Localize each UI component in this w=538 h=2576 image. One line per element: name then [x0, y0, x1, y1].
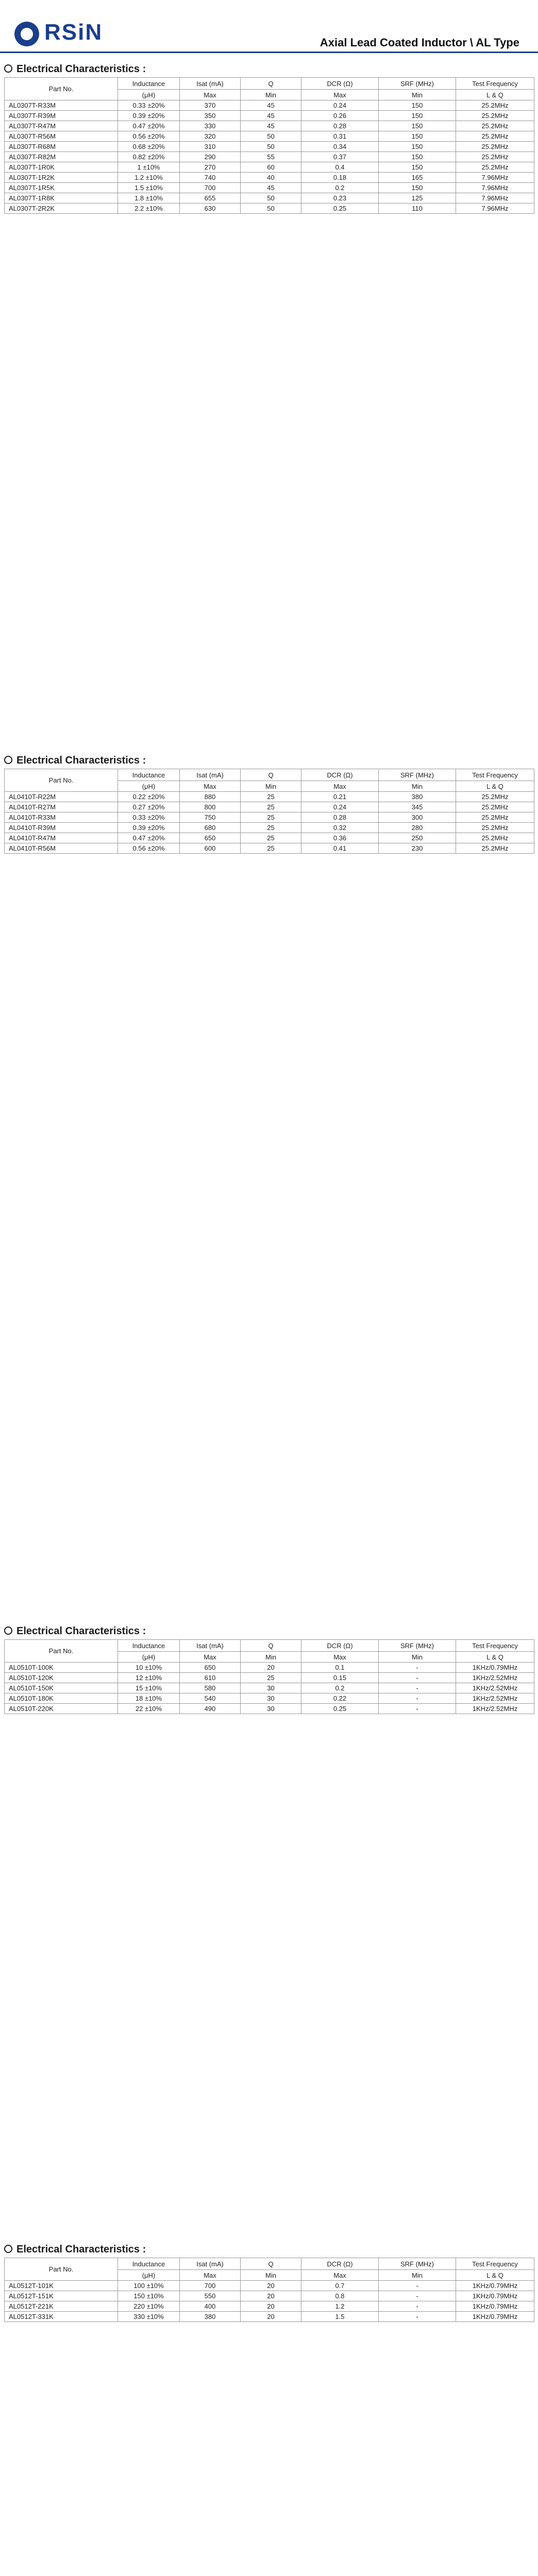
table-cell: - [379, 1663, 456, 1673]
table-cell: 15 ±10% [118, 1683, 180, 1693]
column-header: DCR (Ω) [301, 2258, 379, 2270]
section-marker-icon [4, 2245, 12, 2253]
table-cell: - [379, 1673, 456, 1683]
table-cell: 25.2MHz [456, 802, 534, 812]
table-cell: 7.96MHz [456, 173, 534, 183]
column-header: Part No. [5, 1640, 118, 1663]
part-number-cell: AL0410T-R22M [5, 792, 118, 802]
table-cell: 150 [379, 183, 456, 193]
table-cell: 50 [241, 131, 301, 142]
column-header: Q [241, 2258, 301, 2270]
table-cell: 45 [241, 183, 301, 193]
table-row [5, 121, 534, 131]
column-header: Test Frequency [456, 78, 534, 90]
table-row [5, 2291, 534, 2301]
part-number-cell: AL0510T-180K [5, 1693, 118, 1704]
table-row [5, 1683, 534, 1693]
spec-table [4, 1639, 534, 1714]
table-cell: 20 [241, 2291, 301, 2301]
table-cell: 1KHz/2.52MHz [456, 1693, 534, 1704]
table-cell: 0.25 [301, 1704, 379, 1714]
table-cell: - [379, 1683, 456, 1693]
column-header: Isat (mA) [180, 1640, 241, 1652]
column-subheader: Min [379, 1652, 456, 1663]
column-subheader: Max [301, 1652, 379, 1663]
table-cell: 18 ±10% [118, 1693, 180, 1704]
column-header: Q [241, 769, 301, 781]
table-cell: - [379, 2281, 456, 2291]
part-number-cell: AL0307T-R33M [5, 100, 118, 111]
table-cell: 25 [241, 1673, 301, 1683]
table-cell: 0.47 ±20% [118, 833, 180, 843]
column-subheader: Min [241, 1652, 301, 1663]
part-number-cell: AL0307T-1R2K [5, 173, 118, 183]
table-cell: 150 ±10% [118, 2291, 180, 2301]
column-header: Inductance [118, 78, 180, 90]
section-title [4, 752, 534, 769]
table-cell: 330 [180, 121, 241, 131]
column-subheader: Max [301, 90, 379, 100]
table-cell: 1KHz/0.79MHz [456, 2291, 534, 2301]
table-row [5, 1673, 534, 1683]
table-row [5, 823, 534, 833]
table-cell: 370 [180, 100, 241, 111]
part-number-cell: AL0307T-R68M [5, 142, 118, 152]
table-cell: 0.28 [301, 812, 379, 823]
spec-section [4, 1623, 534, 1714]
table-cell: 320 [180, 131, 241, 142]
column-subheader: (μH) [118, 90, 180, 100]
part-number-cell: AL0512T-331K [5, 2312, 118, 2322]
table-row [5, 2312, 534, 2322]
table-cell: 550 [180, 2291, 241, 2301]
column-header: Test Frequency [456, 769, 534, 781]
part-number-cell: AL0307T-R39M [5, 111, 118, 121]
table-cell: 0.27 ±20% [118, 802, 180, 812]
table-cell: 0.33 ±20% [118, 812, 180, 823]
table-row [5, 2281, 534, 2291]
table-cell: 750 [180, 812, 241, 823]
column-header: Isat (mA) [180, 78, 241, 90]
section-title-text: Electrical Characteristics : [16, 2244, 146, 2255]
table-cell: 1.5 [301, 2312, 379, 2322]
part-number-cell: AL0307T-R47M [5, 121, 118, 131]
column-header: Inductance [118, 769, 180, 781]
part-number-cell: AL0510T-150K [5, 1683, 118, 1693]
column-header: SRF (MHz) [379, 769, 456, 781]
section-title-text: Electrical Characteristics : [16, 755, 146, 766]
spec-table [4, 2258, 534, 2322]
table-cell: 110 [379, 204, 456, 214]
table-cell: 0.31 [301, 131, 379, 142]
table-cell: 0.4 [301, 162, 379, 173]
page-header [0, 0, 538, 57]
part-number-cell: AL0307T-2R2K [5, 204, 118, 214]
table-cell: 60 [241, 162, 301, 173]
table-cell: 0.37 [301, 152, 379, 162]
spec-table [4, 77, 534, 214]
table-cell: 7.96MHz [456, 183, 534, 193]
table-cell: 0.22 [301, 1693, 379, 1704]
brand-logo-icon [14, 22, 39, 46]
table-cell: 0.26 [301, 111, 379, 121]
table-cell: 45 [241, 100, 301, 111]
part-number-cell: AL0512T-101K [5, 2281, 118, 2291]
spec-table [4, 769, 534, 854]
table-cell: 345 [379, 802, 456, 812]
table-cell: 1 ±10% [118, 162, 180, 173]
column-subheader: (μH) [118, 2270, 180, 2281]
table-cell: 0.24 [301, 802, 379, 812]
table-cell: 0.56 ±20% [118, 843, 180, 854]
table-cell: 7.96MHz [456, 204, 534, 214]
column-subheader: L & Q [456, 90, 534, 100]
table-cell: 490 [180, 1704, 241, 1714]
table-cell: 0.2 [301, 1683, 379, 1693]
table-cell: 700 [180, 183, 241, 193]
document-title: Axial Lead Coated Inductor \ AL Type [320, 36, 519, 49]
table-cell: 7.96MHz [456, 193, 534, 204]
table-cell: 250 [379, 833, 456, 843]
table-cell: 30 [241, 1693, 301, 1704]
part-number-cell: AL0307T-1R8K [5, 193, 118, 204]
column-header: Part No. [5, 769, 118, 792]
table-cell: 540 [180, 1693, 241, 1704]
table-cell: 20 [241, 2281, 301, 2291]
table-cell: 45 [241, 111, 301, 121]
column-subheader: L & Q [456, 2270, 534, 2281]
column-header: Isat (mA) [180, 2258, 241, 2270]
spec-section [4, 2241, 534, 2322]
part-number-cell: AL0410T-R33M [5, 812, 118, 823]
table-cell: 30 [241, 1704, 301, 1714]
table-cell: 50 [241, 204, 301, 214]
table-cell: 10 ±10% [118, 1663, 180, 1673]
header-divider [0, 52, 538, 53]
table-cell: 290 [180, 152, 241, 162]
header-row [5, 1640, 534, 1652]
column-subheader: Max [180, 1652, 241, 1663]
table-cell: 45 [241, 121, 301, 131]
table-cell: - [379, 2301, 456, 2312]
column-header: Q [241, 78, 301, 90]
part-number-cell: AL0510T-120K [5, 1673, 118, 1683]
part-number-cell: AL0307T-R56M [5, 131, 118, 142]
header-row [5, 769, 534, 781]
table-cell: 25.2MHz [456, 100, 534, 111]
table-cell: 380 [379, 792, 456, 802]
part-number-cell: AL0410T-R47M [5, 833, 118, 843]
column-header: Part No. [5, 2258, 118, 2281]
table-cell: 1KHz/2.52MHz [456, 1683, 534, 1693]
section-marker-icon [4, 756, 12, 764]
table-cell: - [379, 1704, 456, 1714]
table-cell: 700 [180, 2281, 241, 2291]
table-cell: 30 [241, 1683, 301, 1693]
table-row [5, 843, 534, 854]
table-cell: 0.32 [301, 823, 379, 833]
part-number-cell: AL0307T-1R5K [5, 183, 118, 193]
table-row [5, 1704, 534, 1714]
table-cell: 40 [241, 173, 301, 183]
column-header: SRF (MHz) [379, 78, 456, 90]
table-cell: 20 [241, 1663, 301, 1673]
table-cell: 0.25 [301, 204, 379, 214]
table-cell: 150 [379, 111, 456, 121]
table-row [5, 2301, 534, 2312]
table-cell: 0.56 ±20% [118, 131, 180, 142]
header-row [5, 78, 534, 90]
table-cell: 0.34 [301, 142, 379, 152]
column-subheader: L & Q [456, 781, 534, 792]
part-number-cell: AL0410T-R39M [5, 823, 118, 833]
column-subheader: Min [241, 90, 301, 100]
column-header: Q [241, 1640, 301, 1652]
table-cell: 25.2MHz [456, 792, 534, 802]
column-subheader: (μH) [118, 1652, 180, 1663]
table-cell: 1KHz/2.52MHz [456, 1673, 534, 1683]
table-cell: 0.28 [301, 121, 379, 131]
table-cell: - [379, 2291, 456, 2301]
table-cell: 1KHz/0.79MHz [456, 1663, 534, 1673]
table-cell: 125 [379, 193, 456, 204]
table-cell: 25 [241, 843, 301, 854]
table-cell: 610 [180, 1673, 241, 1683]
table-cell: 0.36 [301, 833, 379, 843]
table-cell: 0.23 [301, 193, 379, 204]
table-cell: 25 [241, 802, 301, 812]
column-header: Inductance [118, 1640, 180, 1652]
table-cell: 300 [379, 812, 456, 823]
part-number-cell: AL0510T-220K [5, 1704, 118, 1714]
column-subheader: Min [379, 2270, 456, 2281]
table-cell: 655 [180, 193, 241, 204]
table-cell: 740 [180, 173, 241, 183]
column-header: DCR (Ω) [301, 1640, 379, 1652]
table-cell: 0.18 [301, 173, 379, 183]
table-cell: 20 [241, 2312, 301, 2322]
column-header: SRF (MHz) [379, 1640, 456, 1652]
column-header: SRF (MHz) [379, 2258, 456, 2270]
column-subheader: L & Q [456, 1652, 534, 1663]
table-cell: 1KHz/0.79MHz [456, 2312, 534, 2322]
table-cell: 12 ±10% [118, 1673, 180, 1683]
table-cell: 1.8 ±10% [118, 193, 180, 204]
table-cell: 0.21 [301, 792, 379, 802]
table-cell: 25.2MHz [456, 833, 534, 843]
part-number-cell: AL0512T-221K [5, 2301, 118, 2312]
table-cell: 230 [379, 843, 456, 854]
part-number-cell: AL0307T-R82M [5, 152, 118, 162]
table-cell: 1.2 ±10% [118, 173, 180, 183]
table-cell: 55 [241, 152, 301, 162]
table-cell: 25.2MHz [456, 843, 534, 854]
table-row [5, 802, 534, 812]
column-subheader: (μH) [118, 781, 180, 792]
table-cell: - [379, 2312, 456, 2322]
table-cell: 0.39 ±20% [118, 823, 180, 833]
section-title-text: Electrical Characteristics : [16, 1625, 146, 1637]
section-marker-icon [4, 64, 12, 73]
header-row [5, 2258, 534, 2270]
table-cell: 0.24 [301, 100, 379, 111]
table-row [5, 111, 534, 121]
table-cell: 1.5 ±10% [118, 183, 180, 193]
table-row [5, 100, 534, 111]
table-row [5, 792, 534, 802]
table-cell: 270 [180, 162, 241, 173]
table-cell: 0.7 [301, 2281, 379, 2291]
spec-section [4, 61, 534, 214]
table-cell: 800 [180, 802, 241, 812]
column-subheader: Max [180, 781, 241, 792]
table-row [5, 183, 534, 193]
table-cell: 25.2MHz [456, 121, 534, 131]
table-cell: 25.2MHz [456, 111, 534, 121]
table-row [5, 812, 534, 823]
table-cell: 165 [379, 173, 456, 183]
table-cell: 50 [241, 142, 301, 152]
table-cell: 880 [180, 792, 241, 802]
table-cell: 400 [180, 2301, 241, 2312]
table-cell: 0.82 ±20% [118, 152, 180, 162]
column-subheader: Max [301, 2270, 379, 2281]
table-cell: 25.2MHz [456, 142, 534, 152]
table-cell: 25 [241, 812, 301, 823]
table-cell: 150 [379, 152, 456, 162]
brand-name: RSiN [44, 20, 103, 45]
spec-section [4, 752, 534, 854]
column-header: DCR (Ω) [301, 78, 379, 90]
column-header: DCR (Ω) [301, 769, 379, 781]
table-row [5, 162, 534, 173]
section-marker-icon [4, 1626, 12, 1635]
table-row [5, 152, 534, 162]
table-cell: - [379, 1693, 456, 1704]
table-cell: 1KHz/0.79MHz [456, 2301, 534, 2312]
table-cell: 380 [180, 2312, 241, 2322]
table-cell: 310 [180, 142, 241, 152]
table-cell: 25.2MHz [456, 812, 534, 823]
table-cell: 0.1 [301, 1663, 379, 1673]
table-cell: 650 [180, 1663, 241, 1673]
table-cell: 650 [180, 833, 241, 843]
table-cell: 220 ±10% [118, 2301, 180, 2312]
column-subheader: Min [241, 2270, 301, 2281]
table-cell: 0.68 ±20% [118, 142, 180, 152]
column-header: Part No. [5, 78, 118, 100]
column-subheader: Max [180, 2270, 241, 2281]
part-number-cell: AL0410T-R56M [5, 843, 118, 854]
table-row [5, 131, 534, 142]
table-row [5, 833, 534, 843]
part-number-cell: AL0410T-R27M [5, 802, 118, 812]
table-cell: 680 [180, 823, 241, 833]
section-title-text: Electrical Characteristics : [16, 63, 146, 75]
table-cell: 25.2MHz [456, 823, 534, 833]
table-cell: 25.2MHz [456, 162, 534, 173]
table-cell: 0.22 ±20% [118, 792, 180, 802]
table-cell: 150 [379, 162, 456, 173]
column-subheader: Max [301, 781, 379, 792]
table-cell: 1KHz/2.52MHz [456, 1704, 534, 1714]
table-cell: 280 [379, 823, 456, 833]
table-row [5, 173, 534, 183]
table-row [5, 142, 534, 152]
table-row [5, 1663, 534, 1673]
table-cell: 25.2MHz [456, 131, 534, 142]
table-cell: 150 [379, 142, 456, 152]
table-cell: 100 ±10% [118, 2281, 180, 2291]
table-row [5, 193, 534, 204]
table-cell: 1.2 [301, 2301, 379, 2312]
table-cell: 2.2 ±10% [118, 204, 180, 214]
table-cell: 330 ±10% [118, 2312, 180, 2322]
table-cell: 0.8 [301, 2291, 379, 2301]
column-header: Test Frequency [456, 2258, 534, 2270]
column-header: Inductance [118, 2258, 180, 2270]
table-row [5, 204, 534, 214]
table-cell: 150 [379, 100, 456, 111]
column-subheader: Max [180, 90, 241, 100]
section-title [4, 2241, 534, 2258]
table-cell: 0.39 ±20% [118, 111, 180, 121]
table-cell: 350 [180, 111, 241, 121]
table-cell: 25 [241, 792, 301, 802]
table-cell: 50 [241, 193, 301, 204]
table-row [5, 1693, 534, 1704]
table-cell: 0.2 [301, 183, 379, 193]
table-cell: 630 [180, 204, 241, 214]
table-cell: 22 ±10% [118, 1704, 180, 1714]
table-cell: 600 [180, 843, 241, 854]
table-cell: 0.41 [301, 843, 379, 854]
table-cell: 1KHz/0.79MHz [456, 2281, 534, 2291]
table-cell: 25 [241, 823, 301, 833]
part-number-cell: AL0512T-151K [5, 2291, 118, 2301]
table-cell: 20 [241, 2301, 301, 2312]
table-cell: 0.47 ±20% [118, 121, 180, 131]
table-cell: 150 [379, 121, 456, 131]
section-title [4, 61, 534, 77]
column-subheader: Min [379, 90, 456, 100]
column-subheader: Min [241, 781, 301, 792]
part-number-cell: AL0307T-1R0K [5, 162, 118, 173]
column-header: Isat (mA) [180, 769, 241, 781]
table-cell: 25 [241, 833, 301, 843]
table-cell: 0.15 [301, 1673, 379, 1683]
table-cell: 150 [379, 131, 456, 142]
column-header: Test Frequency [456, 1640, 534, 1652]
column-subheader: Min [379, 781, 456, 792]
table-cell: 25.2MHz [456, 152, 534, 162]
table-cell: 580 [180, 1683, 241, 1693]
section-title [4, 1623, 534, 1639]
table-cell: 0.33 ±20% [118, 100, 180, 111]
part-number-cell: AL0510T-100K [5, 1663, 118, 1673]
